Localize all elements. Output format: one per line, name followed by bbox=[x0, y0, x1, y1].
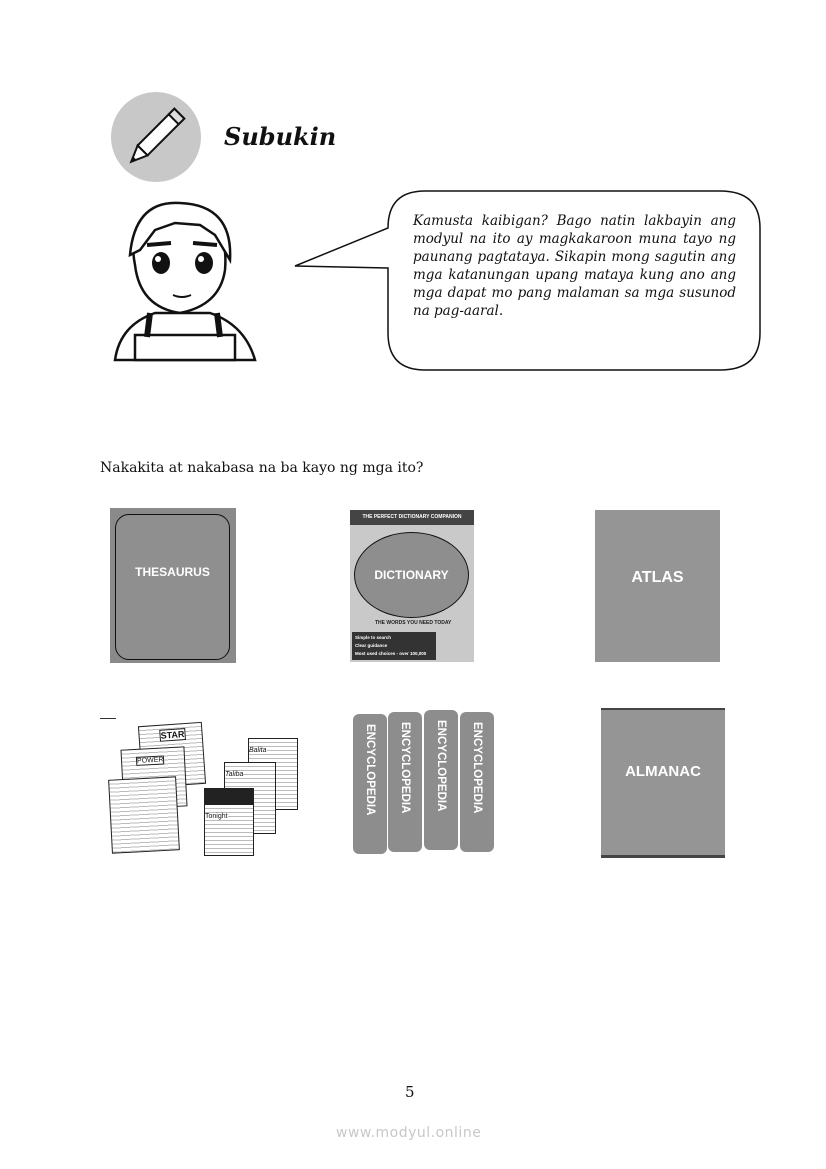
pencil-icon bbox=[111, 92, 201, 182]
bullet: Most used choices - over 100,000 bbox=[355, 651, 427, 656]
encyclopedia-volume: ENCYCLOPEDIA bbox=[388, 712, 422, 852]
newspaper-masthead: Taliba bbox=[225, 771, 244, 778]
newspapers-image bbox=[100, 716, 300, 856]
thesaurus-image bbox=[110, 508, 236, 663]
encyclopedia-volume: ENCYCLOPEDIA bbox=[424, 710, 458, 850]
almanac-image bbox=[601, 708, 725, 858]
watermark: www.modyul.online bbox=[336, 1125, 482, 1141]
boy-character-illustration bbox=[105, 195, 265, 365]
bullet: Simple to search bbox=[355, 635, 392, 640]
dictionary-label: DICTIONARY bbox=[354, 532, 469, 618]
section-title: Subukin bbox=[224, 122, 337, 151]
dictionary-banner: THE PERFECT DICTIONARY COMPANION bbox=[350, 510, 474, 525]
atlas-label: ATLAS bbox=[631, 569, 684, 586]
speech-bubble-text: Kamusta kaibigan? Bago natin lakbayin ang modyul na ito ay magkakaroon muna tayo ng paunang pagtataya. Sikapin mong sagutin ang mga katanungan upang mataya kung ano ang mga dapat mo pang malaman sa mga susunod na pag-aaral. bbox=[413, 213, 736, 319]
page-number: 5 bbox=[405, 1083, 415, 1101]
dictionary-subtitle: THE WORDS YOU NEED TODAY bbox=[375, 620, 452, 626]
atlas-image bbox=[595, 510, 720, 662]
newspaper-masthead: Tonight bbox=[205, 813, 228, 820]
question-text: Nakakita at nakabasa na ba kayo ng mga ito? bbox=[100, 460, 424, 476]
bullet: Clear guidance bbox=[355, 643, 388, 648]
encyclopedia-volume: ENCYCLOPEDIA bbox=[353, 714, 387, 854]
almanac-label: ALMANAC bbox=[625, 763, 701, 780]
newspaper-masthead: STAR bbox=[160, 729, 185, 741]
dictionary-bullets bbox=[352, 632, 436, 660]
thesaurus-label: THESAURUS bbox=[115, 514, 230, 660]
newspaper-masthead: Balita bbox=[249, 747, 267, 754]
dictionary-image bbox=[350, 510, 474, 662]
newspaper-masthead: POWER bbox=[136, 756, 164, 765]
encyclopedia-volume: ENCYCLOPEDIA bbox=[460, 712, 494, 852]
